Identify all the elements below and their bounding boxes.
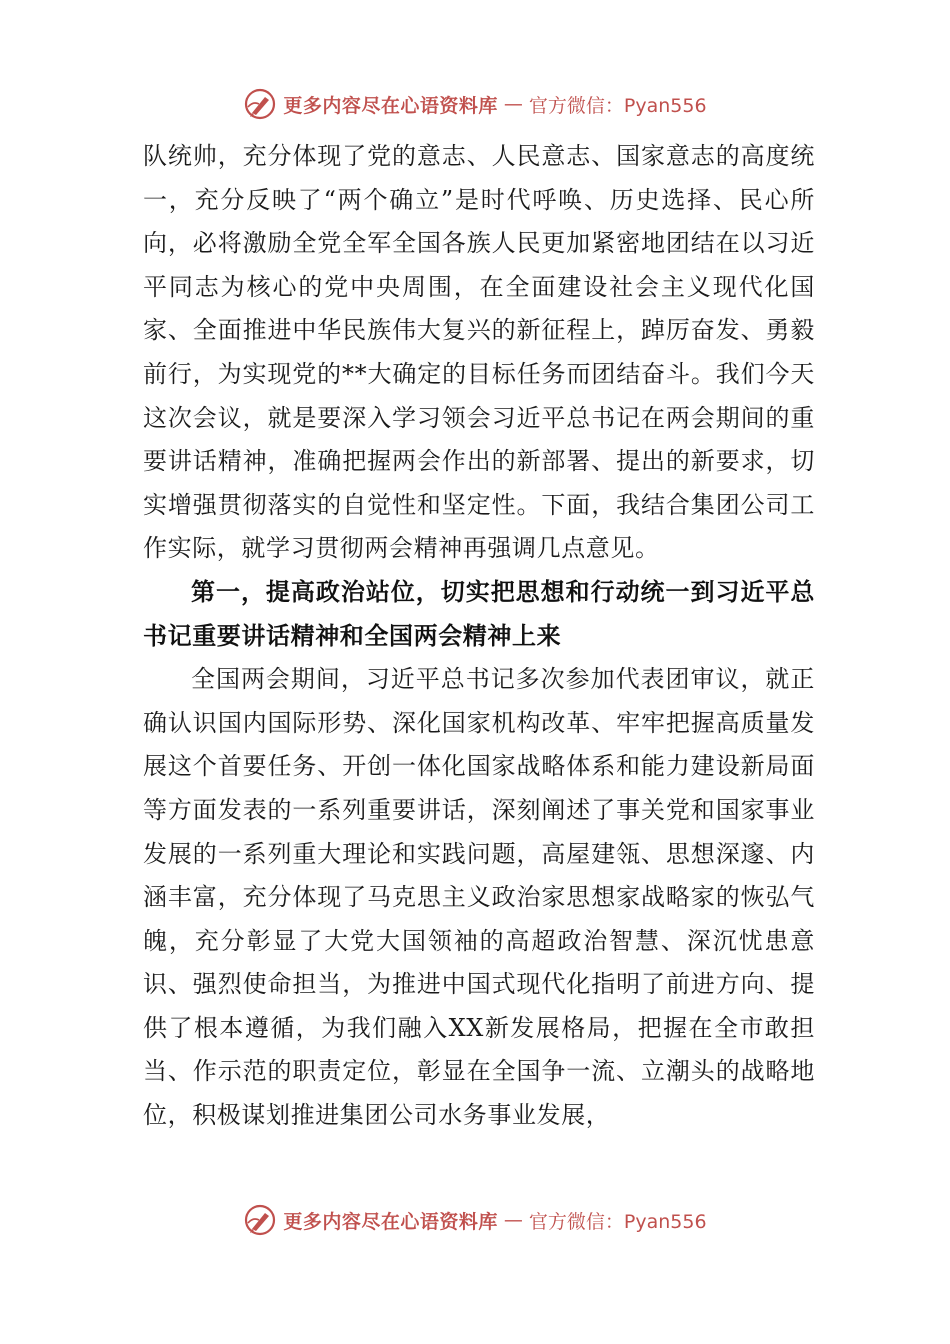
header-separator: —	[503, 93, 523, 115]
body-paragraph-1: 队统帅，充分体现了党的意志、人民意志、国家意志的高度统一，充分反映了“两个确立”是时代呼唤、历史选择、民心所向，必将激励全党全军全国各族人民更加紧密地团结在以习近平同志为核心的党中央周围，在全面建设社会主义现代化国家、全面推进中华民族伟大复兴的新征程上，踔厉奋发、勇毅前行，为实现党的**大确定的目标任务而团结奋斗。我们今天这次会议，就是要深入学习领会习近平总书记在两会期间的重要讲话精神，准确把握两会作出的新部署、提出的新要求，切实增强贯彻落实的自觉性和坚定性。下面，我结合集团公司工作实际，就学习贯彻两会精神再强调几点意见。	[143, 142, 815, 563]
footer-banner	[0, 1200, 950, 1240]
pen-logo-icon	[243, 87, 277, 121]
body-paragraph-2: 全国两会期间，习近平总书记多次参加代表团审议，就正确认识国内国际形势、深化国家机构改革、牢牢把握高质量发展这个首要任务、开创一体化国家战略体系和能力建设新局面等方面发表的一系列重要讲话，深刻阐述了事关党和国家事业发展的一系列重大理论和实践问题，高屋建瓴、思想深邃、内涵丰富，充分体现了马克思主义政治家思想家战略家的恢弘气魄，充分彰显了大党大国领袖的高超政治智慧、深沉忧患意识、强烈使命担当，为推进中国式现代化指明了前进方向、提供了根本遵循，为我们融入XX新发展格局，把握在全市敢担当、作示范的职责定位，彰显在全国争一流、立潮头的战略地位，积极谋划推进集团公司水务事业发展，	[143, 665, 815, 1130]
section-heading-1: 第一，提高政治站位，切实把思想和行动统一到习近平总书记重要讲话精神和全国两会精神上来	[143, 577, 815, 650]
document-body	[143, 135, 815, 1138]
pen-logo-icon	[243, 1203, 277, 1237]
header-wechat-text: 官方微信：Pyan556	[528, 94, 707, 117]
footer-separator: —	[503, 1209, 523, 1231]
footer-brand-text: 更多内容尽在心语资料库	[283, 1210, 498, 1233]
header-banner	[0, 84, 950, 124]
footer-wechat-text: 官方微信：Pyan556	[528, 1210, 707, 1233]
header-brand-text: 更多内容尽在心语资料库	[283, 94, 498, 117]
